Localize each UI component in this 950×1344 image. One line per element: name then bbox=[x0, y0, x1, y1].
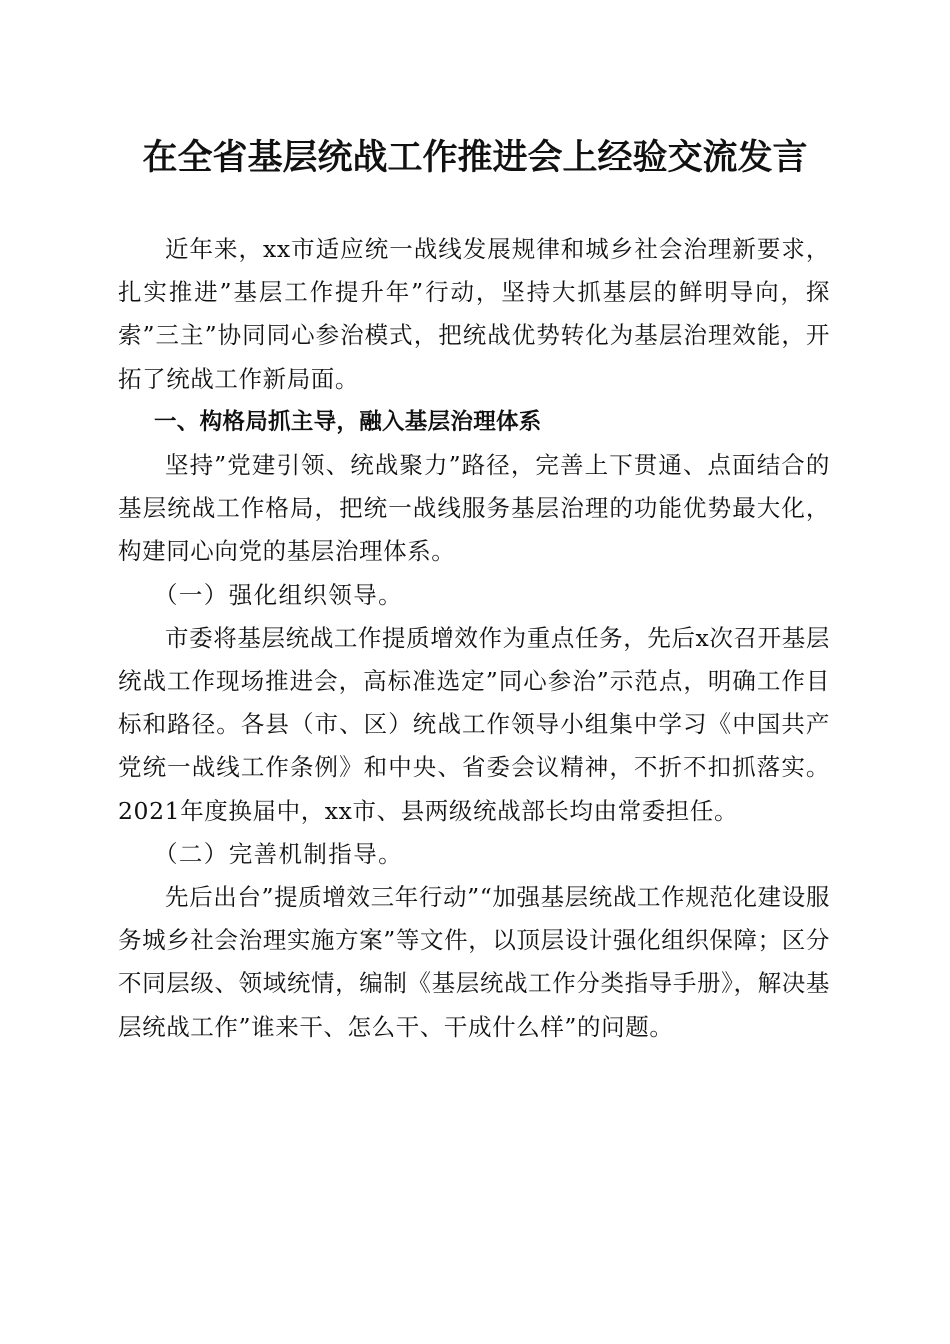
subsection-1-paragraph: 市委将基层统战工作提质增效作为重点任务，先后x次召开基层统战工作现场推进会，高标准选定”同心参治”示范点，明确工作目标和路径。各县（市、区）统战工作领导小组集中学习《中国共产党统一战线工作条例》和中央、省委会议精神，不折不扣抓落实。2021年度换届中，xx市、县两级统战部长均由常委担任。 bbox=[118, 623, 830, 825]
intro-paragraph: 近年来，xx市适应统一战线发展规律和城乡社会治理新要求，扎实推进”基层工作提升年”行动，坚持大抓基层的鲜明导向，探索”三主”协同同心参治模式，把统战优势转化为基层治理效能，开拓了统战工作新局面。 bbox=[118, 235, 830, 393]
subsection-heading-1: （一）强化组织领导。 bbox=[154, 580, 403, 609]
section-1-paragraph: 坚持”党建引领、统战聚力”路径，完善上下贯通、点面结合的基层统战工作格局，把统一战线服务基层治理的功能优势最大化，构建同心向党的基层治理体系。 bbox=[118, 451, 830, 566]
document-title: 在全省基层统战工作推进会上经验交流发言 bbox=[142, 137, 808, 178]
document-body bbox=[118, 228, 830, 1049]
section-heading-1: 一、构格局抓主导，融入基层治理体系 bbox=[154, 408, 542, 435]
subsection-heading-2: （二）完善机制指导。 bbox=[154, 839, 403, 868]
subsection-2-paragraph: 先后出台”提质增效三年行动”“加强基层统战工作规范化建设服务城乡社会治理实施方案”等文件，以顶层设计强化组织保障；区分不同层级、领域统情，编制《基层统战工作分类指导手册》，解决基层统战工作”谁来干、怎么干、干成什么样”的问题。 bbox=[118, 883, 830, 1041]
